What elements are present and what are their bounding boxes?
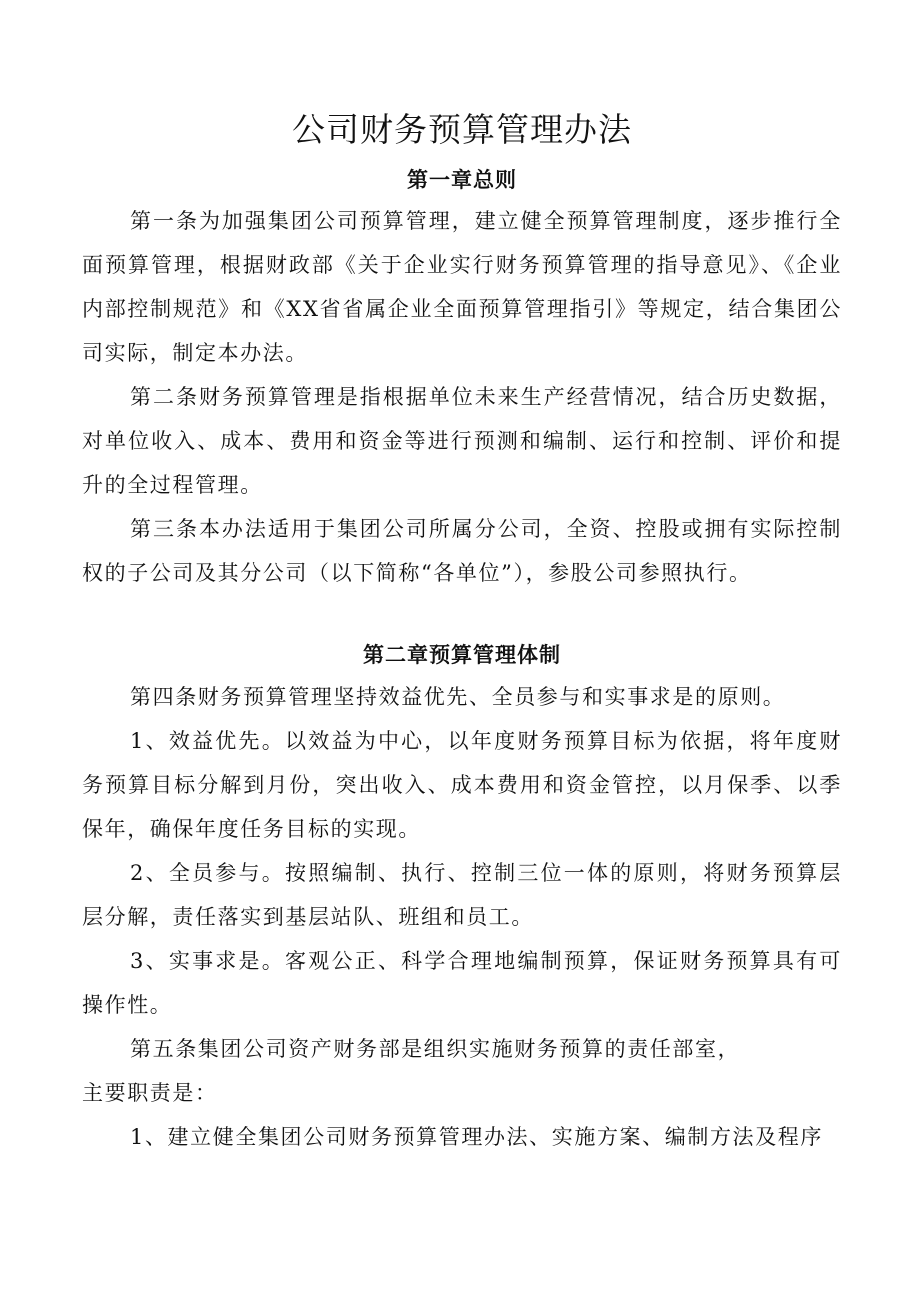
paragraph: 主要职责是： [82,1081,218,1105]
chapter-heading: 第一章总则 [407,167,517,192]
paragraph: 第二条财务预算管理是指根据单位未来生产经营情况，结合历史数据，对单位收入、成本、费用和资金等进行预测和编制、运行和控制、评价和提升的全过程管理。 [82,385,842,497]
paragraph: 1、建立健全集团公司财务预算管理办法、实施方案、编制方法及程序 [130,1125,823,1149]
paragraph: 第四条财务预算管理坚持效益优先、全员参与和实事求是的原则。 [130,685,786,709]
paragraph: 1、效益优先。以效益为中心，以年度财务预算目标为依据，将年度财务预算目标分解到月份，突出收入、成本费用和资金管控，以月保季、以季保年，确保年度任务目标的实现。 [82,729,842,841]
paragraph: 3、实事求是。客观公正、科学合理地编制预算，保证财务预算具有可操作性。 [82,949,842,1017]
document-title: 公司财务预算管理办法 [292,110,632,149]
paragraph: 第三条本办法适用于集团公司所属分公司，全资、控股或拥有实际控制权的子公司及其分公司（以下简称“各单位”），参股公司参照执行。 [82,517,842,585]
paragraph: 2、全员参与。按照编制、执行、控制三位一体的原则，将财务预算层层分解，责任落实到基层站队、班组和员工。 [82,861,842,929]
paragraph: 第五条集团公司资产财务部是组织实施财务预算的责任部室， [130,1037,741,1061]
chapter-heading: 第二章预算管理体制 [363,642,561,667]
paragraph: 第一条为加强集团公司预算管理，建立健全预算管理制度，逐步推行全面预算管理，根据财政部《关于企业实行财务预算管理的指导意见》、《企业内部控制规范》和《XX省省属企业全面预算管理指引》等规定，结合集团公司实际，制定本办法。 [82,209,842,365]
